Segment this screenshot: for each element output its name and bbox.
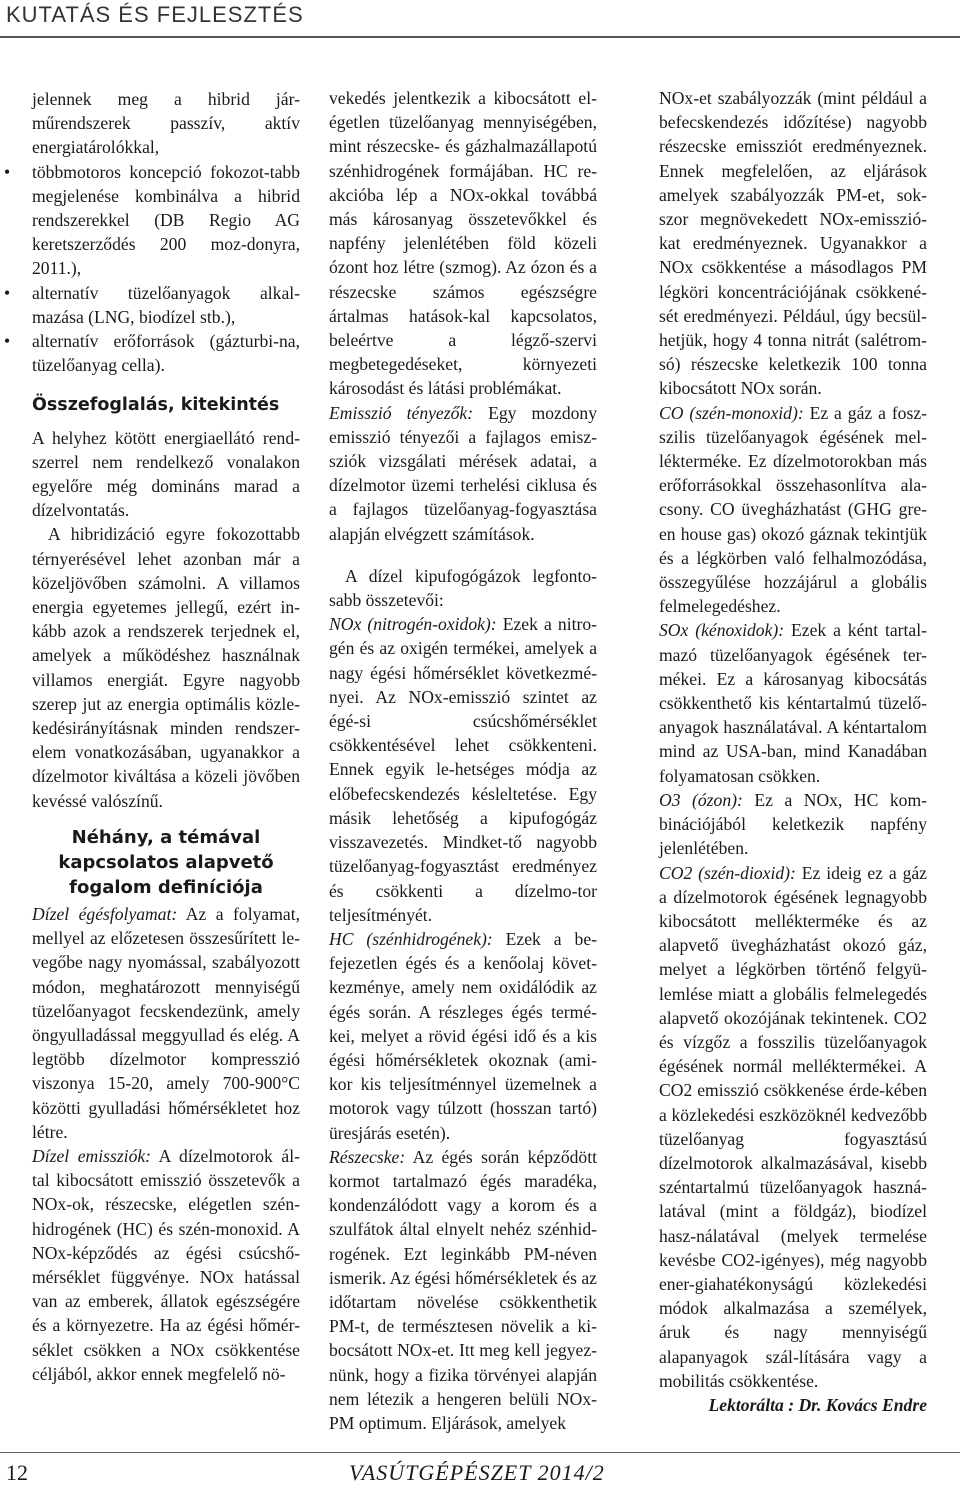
definition-sox (659, 618, 927, 787)
bullet-text: többmotoros koncepció fokozot-tabb megjelenése kombinálva a hibrid rendszerekkel (DB Regio AG keretszerződés 200 moz-donyra, 2011.), (32, 161, 300, 279)
section-header: KUTATÁS ÉS FEJLESZTÉS (6, 2, 304, 27)
definition-nox (329, 612, 597, 927)
spacer (329, 546, 597, 564)
col3-paragraph-1: NOx-et szabályozzák (mint például a befecskendezés időzítése) nagyobb részecske emissziót eredményeznek. Ennek megfelelően, az eljárások amelyek szabályozzák PM-et, sok-szor megnövekedett NOx-emisszió-kat eredményeznek. Ugyanakkor a NOx csökkentése a másodlagos PM légköri koncentrációjának csökkené-sét eredményezi. Például, úgy becsül-hetjük, hogy 4 tonna nitrát (salétrom-só) részecske keletkezik 100 tonna kibocsátott NOx során. (659, 88, 927, 399)
term-text: Ez ideig ez a gáz a dízelmotorok égésének legnagyobb kibocsátott mellékterméke és az alapvető üvegházhatást okozó gáz, melyet a légkörben történő felgyü-lemlése miatt a globális felmelegedés alapvető okozójának tekintenek. CO2 és vízgőz a fosszilis tüzelőanyagok égésének normál melléktermékei. A CO2 emisszió csökkenése érde-kében a közlekedési eszközöknél kedvezőbb tüzelőanyag fogyasztású dízelmotorok alkalmazásával, kisebb széntartalmú tüzelőanyagok haszná-latával (mint a földgáz), biodízel hasz-nálatával (melyek termelése kevésbe CO2-igényes), még nagyobb ener-giahatékonyságú közlekedési módok alkalmazása a személyek, áruk és nagy mennyiségű alapanyagok szál-lítására vagy a mobilitás csökkentése. (659, 862, 927, 1391)
definition-diesel-emissions (32, 1144, 300, 1386)
term-text: Ezek a nitro-gén és az oxigén termékei, amelyek a nagy égési hőmérséklet következmé-nyei. Az NOx-emisszió szintet az égé-si csúcshőmérséklet csökkentésével lehet csökkenteni. Ennek egyik le-hetséges módja az előbefecskendezés késleltetése. Egy másik lehetőség a kipufogógáz visszavezetés. Mindket-tő nagyobb tüzelőanyag-fogyasztást eredményez és csökkenti a dízelmo-tor teljesítményét. (329, 614, 597, 925)
journal-title: VASÚTGÉPÉSZET 2014/2 (349, 1460, 605, 1485)
term: Emisszió tényezők: (329, 402, 474, 423)
term: Részecske: (329, 1146, 406, 1167)
bullet-icon: • (4, 282, 11, 303)
page-number: 12 (6, 1460, 28, 1485)
term: Dízel égésfolyamat: (32, 903, 178, 924)
bullet-item (4, 329, 300, 377)
bullet-icon: • (4, 161, 11, 182)
term-text: Ezek a ként tartal-mazó tüzelőanyagok égésének ter-mékei. Ez a károsanyag kibocsátás csökkenthető kis kéntartalmú tüzelő-anyagok használatával. A kéntartalom mind az USA-ban, mind Kanadában folyamatosan csökken. (659, 620, 927, 786)
definition-particulate (329, 1145, 597, 1435)
column-1 (4, 87, 300, 1386)
header-rule (0, 36, 960, 38)
bullet-text: alternatív erőforrások (gázturbi-na, tüzelőanyag cella). (32, 331, 300, 376)
col1-paragraph-3: A hibridizáció egyre fokozottabb térnyerésével lehet azonban már a közeljövőben számolni. A villamos energia egyetemes jellegű, ezért in-kább azok a rendszerek terjednek el, amelyek a működéshez használnak villamos energiát. Egyre nagyobb szerep jut az energia optimális közle-kedésirányításnak minden rendszer-elem vonatkozásában, ugyanakkor a dízelmotor kiváltása a közeli jövőben kevéssé valószínű. (32, 524, 300, 811)
bullet-item (4, 160, 300, 281)
definition-diesel-combustion (32, 902, 300, 1144)
term-text: Ez a gáz a fosz-szilis tüzelőanyagok égésének mel-léktermékе. Ez dízelmotorokban más erőforrásokkal összehasonlítva ala-csony. CO üvegházhatást (GHG gre-en house gas) okozó gáznak tekintjük és a légkörben való felhalmozódása, összegyűlése hozzájárul a globális felmelegedéshez. (659, 402, 927, 617)
term: SOx (kénoxidok): (659, 620, 785, 641)
term-text: Egy mozdony emisszió tényezői a fajlagos emisz-sziók vizsgálati mérések adatai, a dízelmotor üzemi terhelési ciklusa és a fajlagos tüzelőanyag-fogyasztása alapján elvégzett számítások. (329, 402, 598, 544)
definition-co2 (659, 861, 927, 1393)
definition-emission-factors (329, 401, 597, 546)
term: CO2 (szén-dioxid): (659, 862, 796, 883)
heading-definitions: Néhány, a témával kapcsolatos alapvető fogalom definíciója (58, 826, 274, 898)
reviewer-credit: Lektorálta : Dr. Kovács Endre (708, 1394, 927, 1415)
term: O3 (ózon): (659, 789, 743, 810)
term-text: Ez a NOx, HC kom-binációjából keletkezik napfény jelenlétében. (659, 789, 927, 859)
term: HC (szénhidrogének): (329, 928, 493, 949)
term-text: A dízelmotorok ál-tal kibocsátott emisszió összetevők a NOx-ok, részecske, elégetlen szén-hidrogének (HC) és szén-monoxid. A NOx-képződés az égési csúcshő-mérséklet függvénye. NOx hatással van az emberek, állatok egészségére és a környezetre. Ha az égési hőmér-séklet csökken a NOx csökkentése céljából, akkor ennek megfelelő nö- (32, 1145, 300, 1384)
col2-paragraph-2: A dízel kipufogógázok legfonto-sabb összetevői: (329, 565, 597, 611)
col1-paragraph-1: jelennek meg a hibrid jár-műrendszerek passzív, aktív energiatárolókkal, (32, 89, 300, 158)
term-text: Az égés során képződött kormot tartalmazó égés maradéka, kondenzálódott vagy a korom és a szulfátok által elnyelt nehéz szénhid-rogének. Ezt leginkább PM-néven ismerik. Az égési hőmérsékletek és az időtartam növelése csökkenthetik PM-t, de természtesen növelik a ki-bocsátott NOx-et. Itt meg kell jegyez-nünk, hogy a fizika törvényei alapján nem létezik a hengeren belüli NOx-PM optimum. Eljárások, amelyek (329, 1146, 597, 1433)
column-3 (659, 86, 927, 1417)
column-2 (329, 86, 597, 1435)
term: CO (szén-monoxid): (659, 402, 804, 423)
definition-hc (329, 927, 597, 1145)
col1-paragraph-2: A helyhez kötött energiaellátó rend-szerrel nem rendelkező vonalakon egyelőre még domináns marad a dízelvontatás. (32, 427, 300, 521)
term-text: Ezek a be-fejezetlen égés és a kenőolaj követ-kezménye, amely nem oxidálódik az égés során. A részleges égés termé-kei, melyet a rövid égési idő és a kis égési hőmérsékletek okoznak (ami-kor kis teljesítménnyel üzemelnek a motorok vagy túlzott (hosszan tartó) üresjárás esetén). (329, 928, 597, 1143)
term: Dízel emissziók: (32, 1145, 152, 1166)
footer-rule (0, 1452, 960, 1453)
definition-co (659, 401, 927, 619)
term-text: Az a folyamat, mellyel az előzetesen összesűrített le-vegőbe nagy nyomással, szabályozott módon, meghatározott mennyiségű tüzelőanyagot fecskendezünk, amely öngyulladással meggyullad és elég. A legtöbb dízelmotor kompresszió viszonya 15-20, amely 700-900°C közötti gyulladási hőmérsékletet hoz létre. (32, 903, 300, 1142)
definition-o3 (659, 788, 927, 861)
bullet-item (4, 281, 300, 329)
col2-paragraph-1: vekedés jelentkezik a kibocsátott el-égetlen tüzelőanyag mennyiségében, mint részecske- és gázhalmazállapotú szénhidrogének formájában. HC re-akcióba lép a NOx-okkal továbbá más károsanyag összetevőkkel és napfény jelenlétében föld közeli ózont hoz létre (szmog). Az ózon és a részecske számos egészségre ártalmas hatások-kal kapcsolatos, beleértve a légző-szervi megbetegedéseket, környezeti károsodást és látási problémákat. (329, 88, 597, 399)
bullet-text: alternatív tüzelőanyagok alkal-mazása (LNG, biodízel stb.), (32, 282, 300, 327)
heading-summary: Összefoglalás, kitekintés (32, 395, 280, 416)
term: NOx (nitrogén-oxidok): (329, 614, 497, 635)
bullet-icon: • (4, 331, 11, 352)
